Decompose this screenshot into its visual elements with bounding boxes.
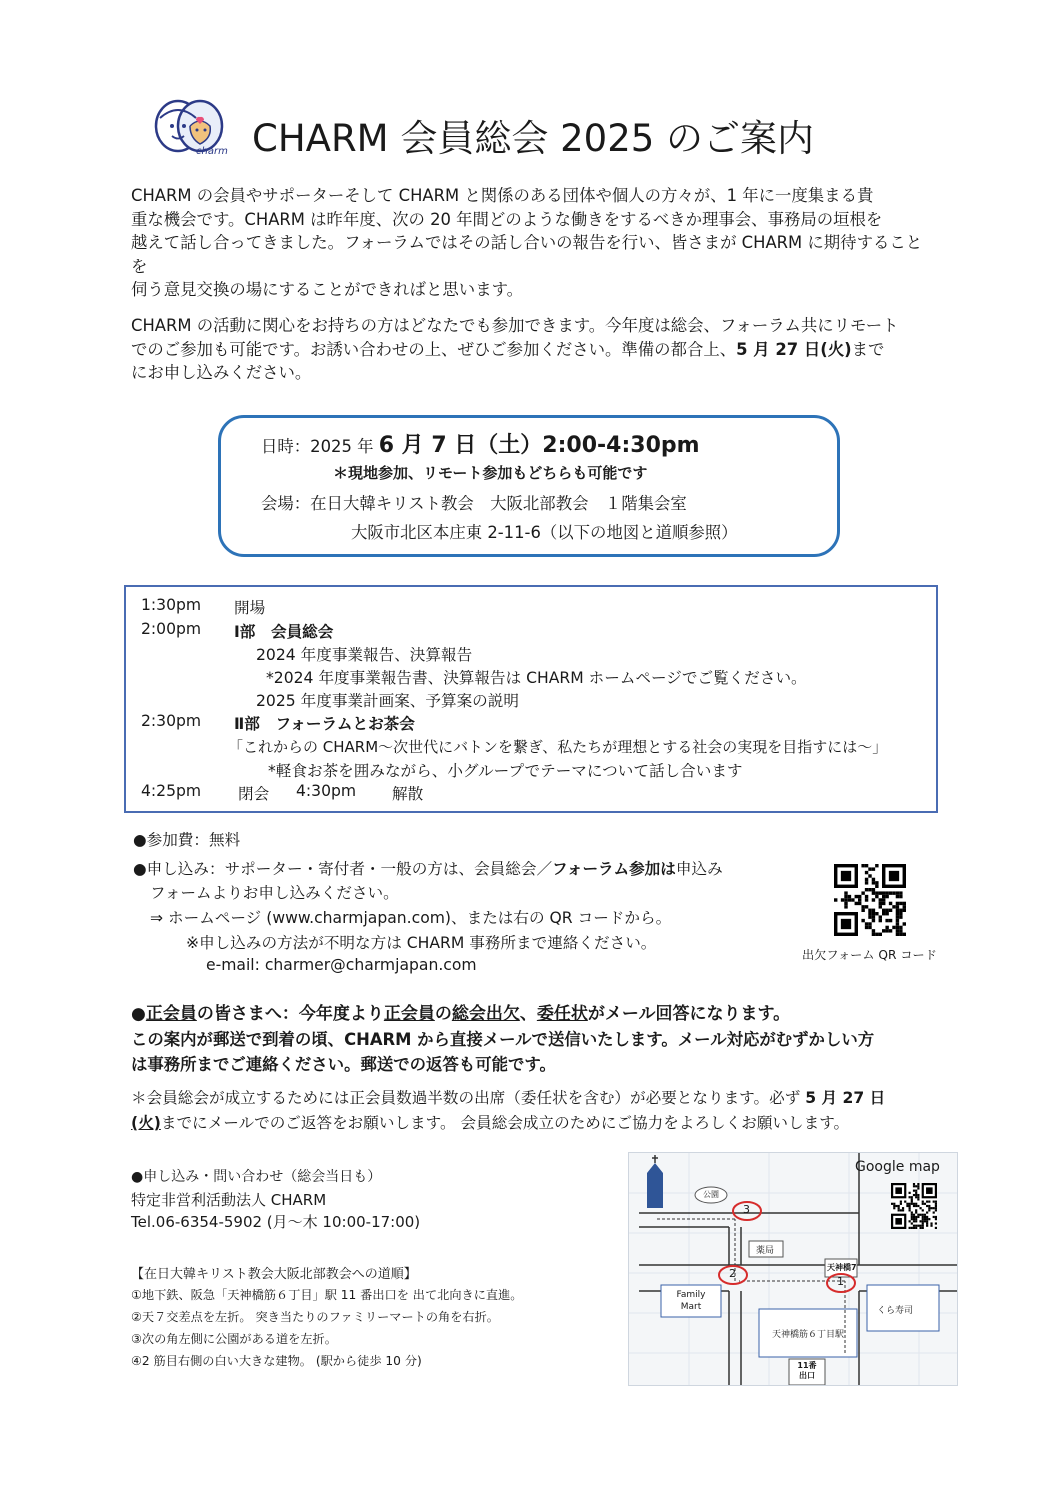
marker-2: 2 — [729, 1267, 736, 1280]
date-value: 6 月 7 日（土）2:00-4:30pm — [378, 433, 700, 458]
tenjin7-label: 天神橋7 — [827, 1263, 857, 1272]
forum-theme: 「これからの CHARM～次世代にバトンを繋ぎ、私たちが理想とする社会の実現を目指すには～」 — [228, 738, 888, 756]
schedule-item: 解散 — [392, 785, 424, 803]
exit-text: 出口 — [799, 1371, 815, 1380]
intro-line: 越えて話し合ってきました。フォーラムではその話し合いの報告を行い、皆さまが CHARM に期待することを — [131, 233, 923, 276]
schedule-time: 2:00pm — [141, 620, 202, 638]
homepage-link[interactable]: ⇒ ホームページ (www.charmjapan.com)、または右の QR コードから。 — [150, 909, 672, 927]
route-step: ③次の角左側に公園がある道を左折。 — [131, 1332, 337, 1346]
mart-text: Mart — [680, 1302, 702, 1312]
schedule-time: 4:30pm — [296, 782, 357, 800]
text-span: の皆さまへ：今年度より — [196, 1004, 384, 1024]
schedule-detail: 2025 年度事業計画案、予算案の説明 — [256, 692, 519, 710]
route-title: 【在日大韓キリスト教会大阪北部教会への道順】 — [131, 1267, 417, 1282]
member-notice — [131, 1002, 941, 1077]
date-label: 日時：2025 年 — [261, 437, 374, 456]
text-span: までにメールでのご返答をお願いします。 会員総会成立のためにご協力をよろしくお願いします。 — [160, 1114, 850, 1132]
text-span: がメール回答になります。 — [587, 1004, 791, 1024]
route-step: ②天７交差点を左折。 突き当たりのファミリーマートの角を右折。 — [131, 1310, 499, 1324]
remote-note: ＊現地参加、リモート参加もどちらも可能です — [333, 464, 648, 482]
schedule-detail: *軽食お茶を囲みながら、小グループでテーマについて話し合います — [268, 762, 743, 780]
phone: Tel.06-6354-5902 (月～木 10:00-17:00) — [131, 1213, 421, 1231]
page-title: CHARM 会員総会 2025 のご案内 — [252, 117, 815, 160]
text-span: フォーラム参加は — [552, 860, 676, 878]
text-span: の — [434, 1004, 452, 1024]
schedule-time: 1:30pm — [141, 596, 202, 614]
note-line — [131, 1086, 941, 1111]
text-span: ＊会員総会が成立するためには正会員数過半数の出席（委任状を含む）が必要となります。必ず — [131, 1089, 806, 1107]
map-qr-code[interactable] — [891, 1183, 937, 1229]
intro-line: 伺う意見交換の場にすることができればと思います。 — [131, 280, 524, 300]
apply-line: フォームよりお申し込みください。 — [150, 884, 399, 902]
station-label: 天神橋筋６丁目駅 — [771, 1330, 844, 1340]
apply-line — [133, 857, 723, 879]
google-map-label[interactable]: Google map — [855, 1159, 940, 1175]
schedule-detail: 2024 年度事業報告、決算報告 — [256, 646, 473, 664]
text-span: 、 — [519, 1004, 537, 1024]
event-date — [261, 428, 700, 459]
notice-line: は事務所までご連絡ください。郵送での返答も可能です。 — [131, 1055, 556, 1074]
route-step: ①地下鉄、阪急「天神橋筋６丁目」駅 11 番出口を 出て北向きに直進。 — [131, 1288, 523, 1302]
qr-code[interactable] — [834, 864, 906, 936]
schedule-item: 閉会 — [238, 785, 270, 803]
intro-paragraph-1 — [131, 184, 931, 302]
intro-line: 重な機会です。CHARM は昨年度、次の 20 年間どのような働きをするべきか理事会、事務局の垣根を — [131, 209, 883, 229]
text-span: 正会員 — [383, 1004, 435, 1024]
quorum-note — [131, 1086, 941, 1136]
schedule-time: 2:30pm — [141, 712, 202, 730]
schedule-item: Ⅰ部 会員総会 — [234, 623, 334, 641]
intro-line: にお申し込みください。 — [131, 363, 312, 383]
marker-1: 1 — [837, 1275, 844, 1288]
intro-paragraph-2 — [131, 314, 931, 385]
marker-3: 3 — [743, 1203, 750, 1216]
text-span: まで — [851, 339, 885, 359]
schedule-item: 開場 — [234, 599, 266, 617]
text-span: 正会員 — [145, 1004, 197, 1024]
qr-caption: 出欠フォーム QR コード — [802, 948, 937, 962]
text-span: 委任状 — [536, 1004, 588, 1024]
text-span: 申込み — [675, 860, 723, 878]
park-label: 公園 — [703, 1190, 719, 1199]
text-span: 総会出欠 — [451, 1004, 520, 1024]
charm-logo — [152, 96, 228, 162]
family-text: Family — [676, 1290, 706, 1300]
address: 大阪市北区本庄東 2-11-6（以下の地図と道順参照） — [351, 523, 738, 542]
email-link[interactable]: e-mail: charmer@charmjapan.com — [206, 956, 477, 974]
text-span: でのご参加も可能です。お誘い合わせの上、ぜひご参加ください。準備の都合上、 — [131, 339, 737, 359]
schedule-item: Ⅱ部 フォーラムとお茶会 — [234, 715, 415, 733]
event-info-box — [218, 415, 840, 557]
pharmacy-label: 薬局 — [756, 1246, 775, 1256]
text-span: (火) — [131, 1114, 161, 1132]
schedule-box — [124, 585, 938, 813]
org-name: 特定非営利活動法人 CHARM — [131, 1191, 327, 1209]
notice-line — [131, 1002, 941, 1027]
intro-line — [131, 338, 931, 362]
schedule-time: 4:25pm — [141, 782, 202, 800]
route-map — [628, 1152, 958, 1386]
intro-line: CHARM の活動に関心をお持ちの方はどなたでも参加できます。今年度は総会、フォーラム共にリモート — [131, 316, 899, 335]
venue: 会場：在日大韓キリスト教会 大阪北部教会 １階集会室 — [261, 494, 687, 513]
familymart-label — [661, 1289, 721, 1313]
schedule-detail: *2024 年度事業報告書、決算報告は CHARM ホームページでご覧ください。 — [266, 669, 807, 687]
notice-line: この案内が郵送で到着の頃、CHARM から直接メールで送信いたします。メール対応がむずかしい方 — [131, 1030, 875, 1049]
text-span: 5 月 27 日 — [805, 1089, 886, 1107]
contact-heading: ●申し込み・問い合わせ（総会当日も） — [131, 1169, 382, 1185]
route-step: ④2 筋目右側の白い大きな建物。 (駅から徒歩 10 分) — [131, 1354, 422, 1368]
intro-line: CHARM の会員やサポーターそして CHARM と関係のある団体や個人の方々が、1 年に一度集まる貴 — [131, 186, 874, 205]
kura-label: くら寿司 — [877, 1306, 914, 1316]
text-span: ● — [131, 1004, 146, 1024]
exit-label — [789, 1361, 825, 1381]
text-span: ●申し込み：サポーター・寄付者・一般の方は、会員総会／ — [133, 860, 553, 878]
fee: ●参加費：無料 — [133, 831, 241, 849]
deadline: 5 月 27 日(火) — [736, 339, 852, 359]
note-line — [131, 1111, 941, 1136]
exit-text: 11番 — [797, 1361, 817, 1370]
logo-caption: charm — [196, 146, 228, 157]
apply-note: ※申し込みの方法が不明な方は CHARM 事務所まで連絡ください。 — [186, 934, 657, 952]
